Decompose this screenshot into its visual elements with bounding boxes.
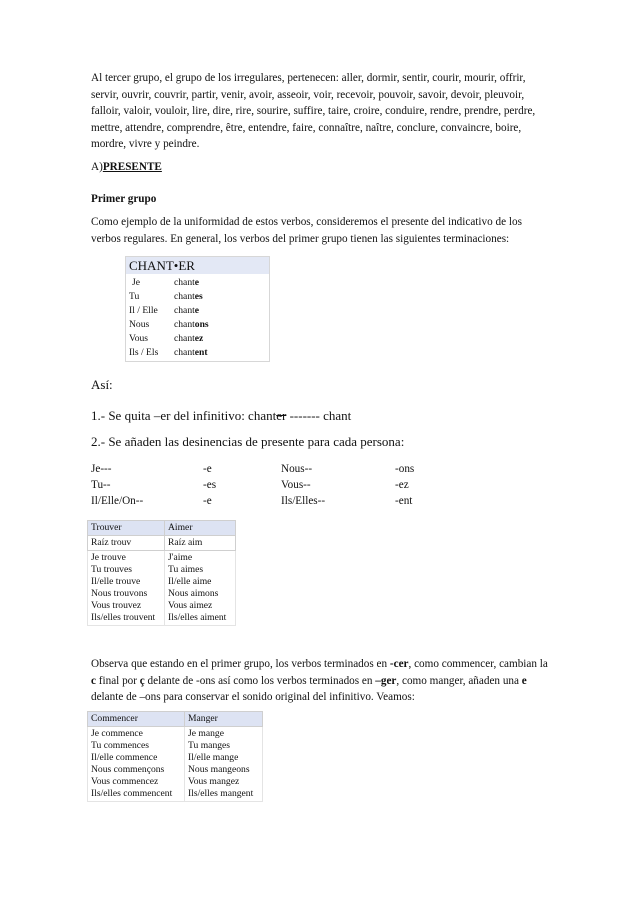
chanter-verb: chantons [174,319,209,330]
chanter-table [125,256,270,362]
commencer-manger-table [87,711,263,802]
asi-label: Así: [91,377,113,392]
step-2: 2.- Se añaden las desinencias de presente para cada persona: [91,434,405,449]
table-cell: J'aime Tu aimes Il/elle aime Nous aimons Vous aimez Ils/elles aiment [165,551,236,626]
observa-paragraph: Observa que estando en el primer grupo, los verbos terminados en -cer, como commencer, cambian la c final por ç delante de -ons así como los verbos terminados en –ger, como manger, añaden una e delante de –ons para conservar el sonido original del infinitivo. Veamos: [91,658,548,703]
chanter-verb: chantes [174,291,203,302]
table-header: Manger [185,712,263,727]
table-cell: Je mange Tu manges Il/elle mange Nous mangeons Vous mangez Ils/elles mangent [185,727,263,802]
example-paragraph: Como ejemplo de la uniformidad de estos verbos, consideremos el presente del indicativo de los verbos regulares. En general, los verbos del primer grupo tienen las siguientes terminaciones: [91,216,522,245]
section-heading [91,159,551,176]
chanter-verb: chante [174,277,200,288]
subsection-title: Primer grupo [91,193,157,205]
chanter-title: CHANT•ER [126,257,269,274]
chanter-verb: chantez [174,333,204,344]
table-cell: Je trouve Tu trouves Il/elle trouve Nous trouvons Vous trouvez Ils/elles trouvent [88,551,165,626]
chanter-pronoun: Vous [129,333,149,344]
step-1: 1.- Se quita –er del infinitivo: chanter ------- chant [91,408,352,423]
table-cell: Raíz trouv [88,536,165,551]
chanter-pronoun: Il / Elle [129,305,158,316]
table-header: Commencer [88,712,185,727]
document-page: Al tercer grupo, el grupo de los irregulares, pertenecen: aller, dormir, sentir, courir, mourir, offrir, servir, ouvrir, couvrir, partir, venir, avoir, asseoir, voir, recevoir, pouvoir, savoir, devoir, pleuvoir, falloir, valoir, vouloir, lire, dire, rire, sourire, suffire, taire, croire, conduire, rendre, prendre, perdre, mettre, attendre, comprendre, être, entendre, faire, connaître, naître, conclure, convaincre, boire, mordre, vivre y peindre. A)PRESENTE Primer grupo Como ejemplo de la uniformidad de estos verbos, consideremos el presente del indicativo de los verbos regulares. En general, los verbos del primer grupo tienen las siguientes terminaciones: CHANT•ER Je chante Tu chantes Il / Elle chante Nous chantons Vous chantez Ils / Els chantent Así: 1.- Se quita –er del infinitivo: chanter ------- chant 2.- Se añaden las desinencias de presente para cada persona: Je--- -e Nous-- -ons Tu-- -es Vous-- -ez Il/Elle/On-- -e Ils/Elles-- -ent Trouver Aimer Raíz trouv Raíz aim Je trouve Tu trouves Il/elle trouve Nous trouvons Vous trouvez Ils/elles trouvent J'aime Tu aimes Il/elle aime Nous aimons Vous aimez Ils/elles aiment Observa que estando en el primer grupo, los verbos terminados en -cer, como commencer, cambian la c final por ç delante de -ons así como los verbos terminados en –ger, como manger, añaden una e delante de –ons para conservar el sonido original del infinitivo. Veamos: Commencer Manger Je commence Tu commences Il/elle commence Nous commençons Vous commencez Ils/elles commencent Je mange Tu manges Il/elle mange Nous mangeons Vous mangez Ils/elles mangent [0,0,638,903]
table-cell: Je commence Tu commences Il/elle commence Nous commençons Vous commencez Ils/elles commencent [88,727,185,802]
trouver-aimer-table [87,520,236,626]
table-header: Trouver [88,521,165,536]
table-cell: Raíz aim [165,536,236,551]
table-header: Aimer [165,521,236,536]
chanter-pronoun: Nous [129,319,150,330]
chanter-verb: chante [174,305,200,316]
intro-paragraph: Al tercer grupo, el grupo de los irregulares, pertenecen: aller, dormir, sentir, courir, mourir, offrir, servir, ouvrir, couvrir, partir, venir, avoir, asseoir, voir, recevoir, pouvoir, savoir, devoir, pleuvoir, falloir, valoir, vouloir, lire, dire, rire, sourire, suffire, taire, croire, conduire, rendre, prendre, perdre, mettre, attendre, comprendre, être, entendre, faire, connaître, naître, conclure, convaincre, boire, mordre, vivre y peindre. [91,72,536,150]
section-title: PRESENTE [102,161,162,173]
chanter-pronoun: Ils / Els [129,347,159,358]
chanter-pronoun: Je [132,277,140,288]
chanter-verb: chantent [174,347,208,358]
section-prefix: A) [91,161,103,173]
chanter-pronoun: Tu [129,291,140,302]
